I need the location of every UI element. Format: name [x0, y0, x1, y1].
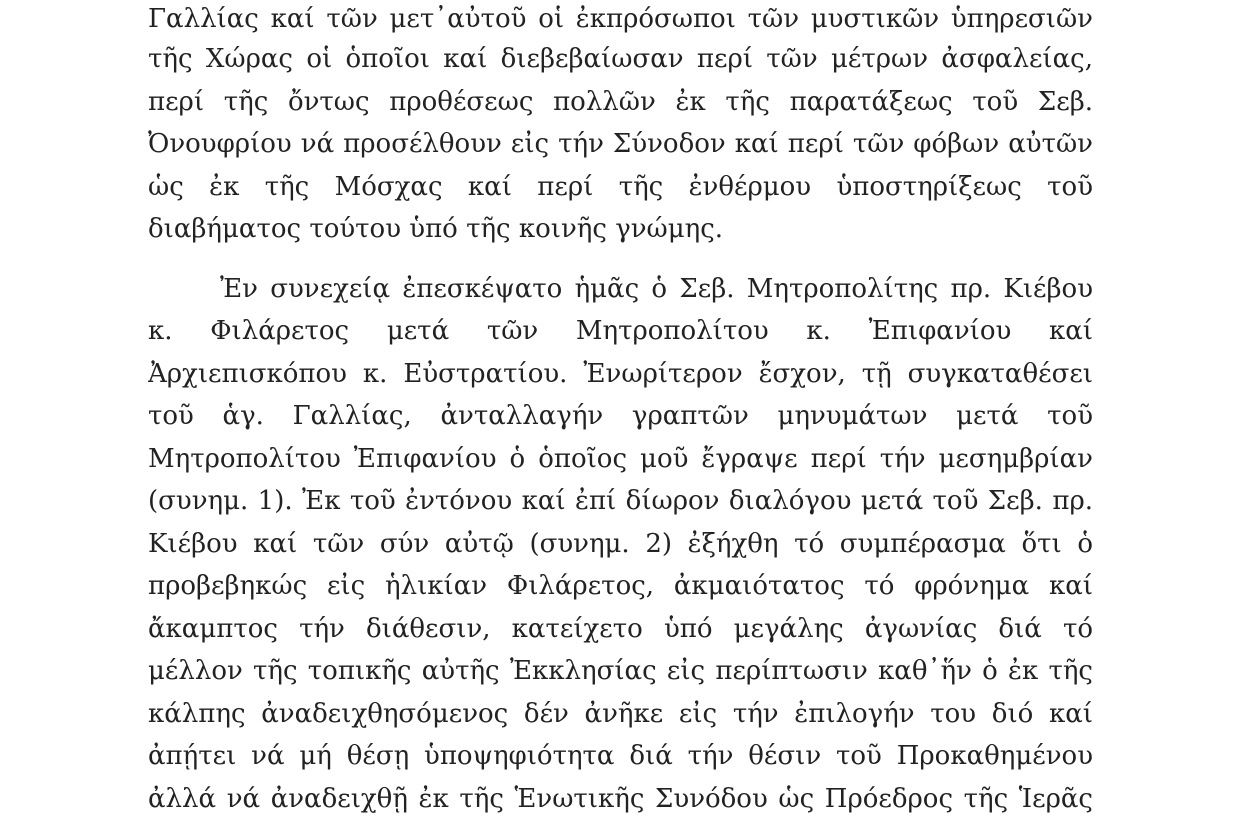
text-line: ὡς ἐκ τῆς Μόσχας καί περί τῆς ἐνθέρμου ὑποστηρίξεως τοῦ [148, 171, 1093, 202]
text-line: τοῦ ἁγ. Γαλλίας, ἀνταλλαγήν γραπτῶν μηνυμάτων μετά τοῦ [148, 401, 1093, 431]
text-line: ἀπῄτει νά μή θέσῃ ὑποψηφιότητα διά τήν θέσιν τοῦ Προκαθημένου [148, 741, 1093, 771]
text-line: τῆς Χώρας οἱ ὁποῖοι καί διεβεβαίωσαν περί τῶν μέτρων ἀσφαλείας, [148, 44, 1093, 74]
text-line: κ. Φιλάρετος μετά τῶν Μητροπολίτου κ. Ἐπιφανίου καί [148, 316, 1093, 346]
text-line: περί τῆς ὄντως προθέσεως πολλῶν ἐκ τῆς παρατάξεως τοῦ Σεβ. [148, 86, 1093, 117]
text-line: ἀλλά νά ἀναδειχθῇ ἐκ τῆς Ἑνωτικῆς Συνόδου ὡς Πρόεδρος τῆς Ἱερᾶς [148, 783, 1093, 814]
text-line: Γαλλίας καί τῶν μετ᾽αὐτοῦ οἱ ἐκπρόσωποι τῶν μυστικῶν ὑπηρεσιῶν [148, 4, 1093, 34]
text-line: Κιέβου καί τῶν σύν αὐτῷ (συνημ. 2) ἐξήχθη τό συμπέρασμα ὅτι ὁ [148, 528, 1093, 559]
paragraph-1 [148, 0, 1093, 251]
text-line: προβεβηκώς εἰς ἡλικίαν Φιλάρετος, ἀκμαιότατος τό φρόνημα καί [148, 571, 1093, 601]
text-line: Μητροπολίτου Ἐπιφανίου ὁ ὁποῖος μοῦ ἔγραψε περί τήν μεσημβρίαν [148, 443, 1093, 474]
text-line: (συνημ. 1). Ἐκ τοῦ ἐντόνου καί ἐπί δίωρον διαλόγου μετά τοῦ Σεβ. πρ. [148, 486, 1093, 516]
text-line: Ὀνουφρίου νά προσέλθουν εἰς τήν Σύνοδον καί περί τῶν φόβων αὐτῶν [148, 129, 1093, 159]
text-line: κάλπης ἀναδειχθησόμενος δέν ἀνῆκε εἰς τήν ἐπιλογήν του διό καί [148, 698, 1093, 729]
text-line: ἄκαμπτος τήν διάθεσιν, κατείχετο ὑπό μεγάλης ἀγωνίας διά τό [148, 613, 1093, 644]
text-line: διαβήματος τούτου ὑπό τῆς κοινῆς γνώμης. [148, 214, 724, 244]
paragraph-2 [148, 268, 1093, 821]
text-line: μέλλον τῆς τοπικῆς αὐτῆς Ἐκκλησίας εἰς περίπτωσιν καθ᾽ἥν ὁ ἐκ τῆς [148, 656, 1093, 686]
text-line: Ἀρχιεπισκόπου κ. Εὐστρατίου. Ἐνωρίτερον ἔσχον, τῇ συγκαταθέσει [148, 358, 1093, 389]
document-page [148, 0, 1093, 820]
text-line: Ἐν συνεχείᾳ ἐπεσκέψατο ἡμᾶς ὁ Σεβ. Μητροπολίτης πρ. Κιέβου [220, 273, 1093, 304]
